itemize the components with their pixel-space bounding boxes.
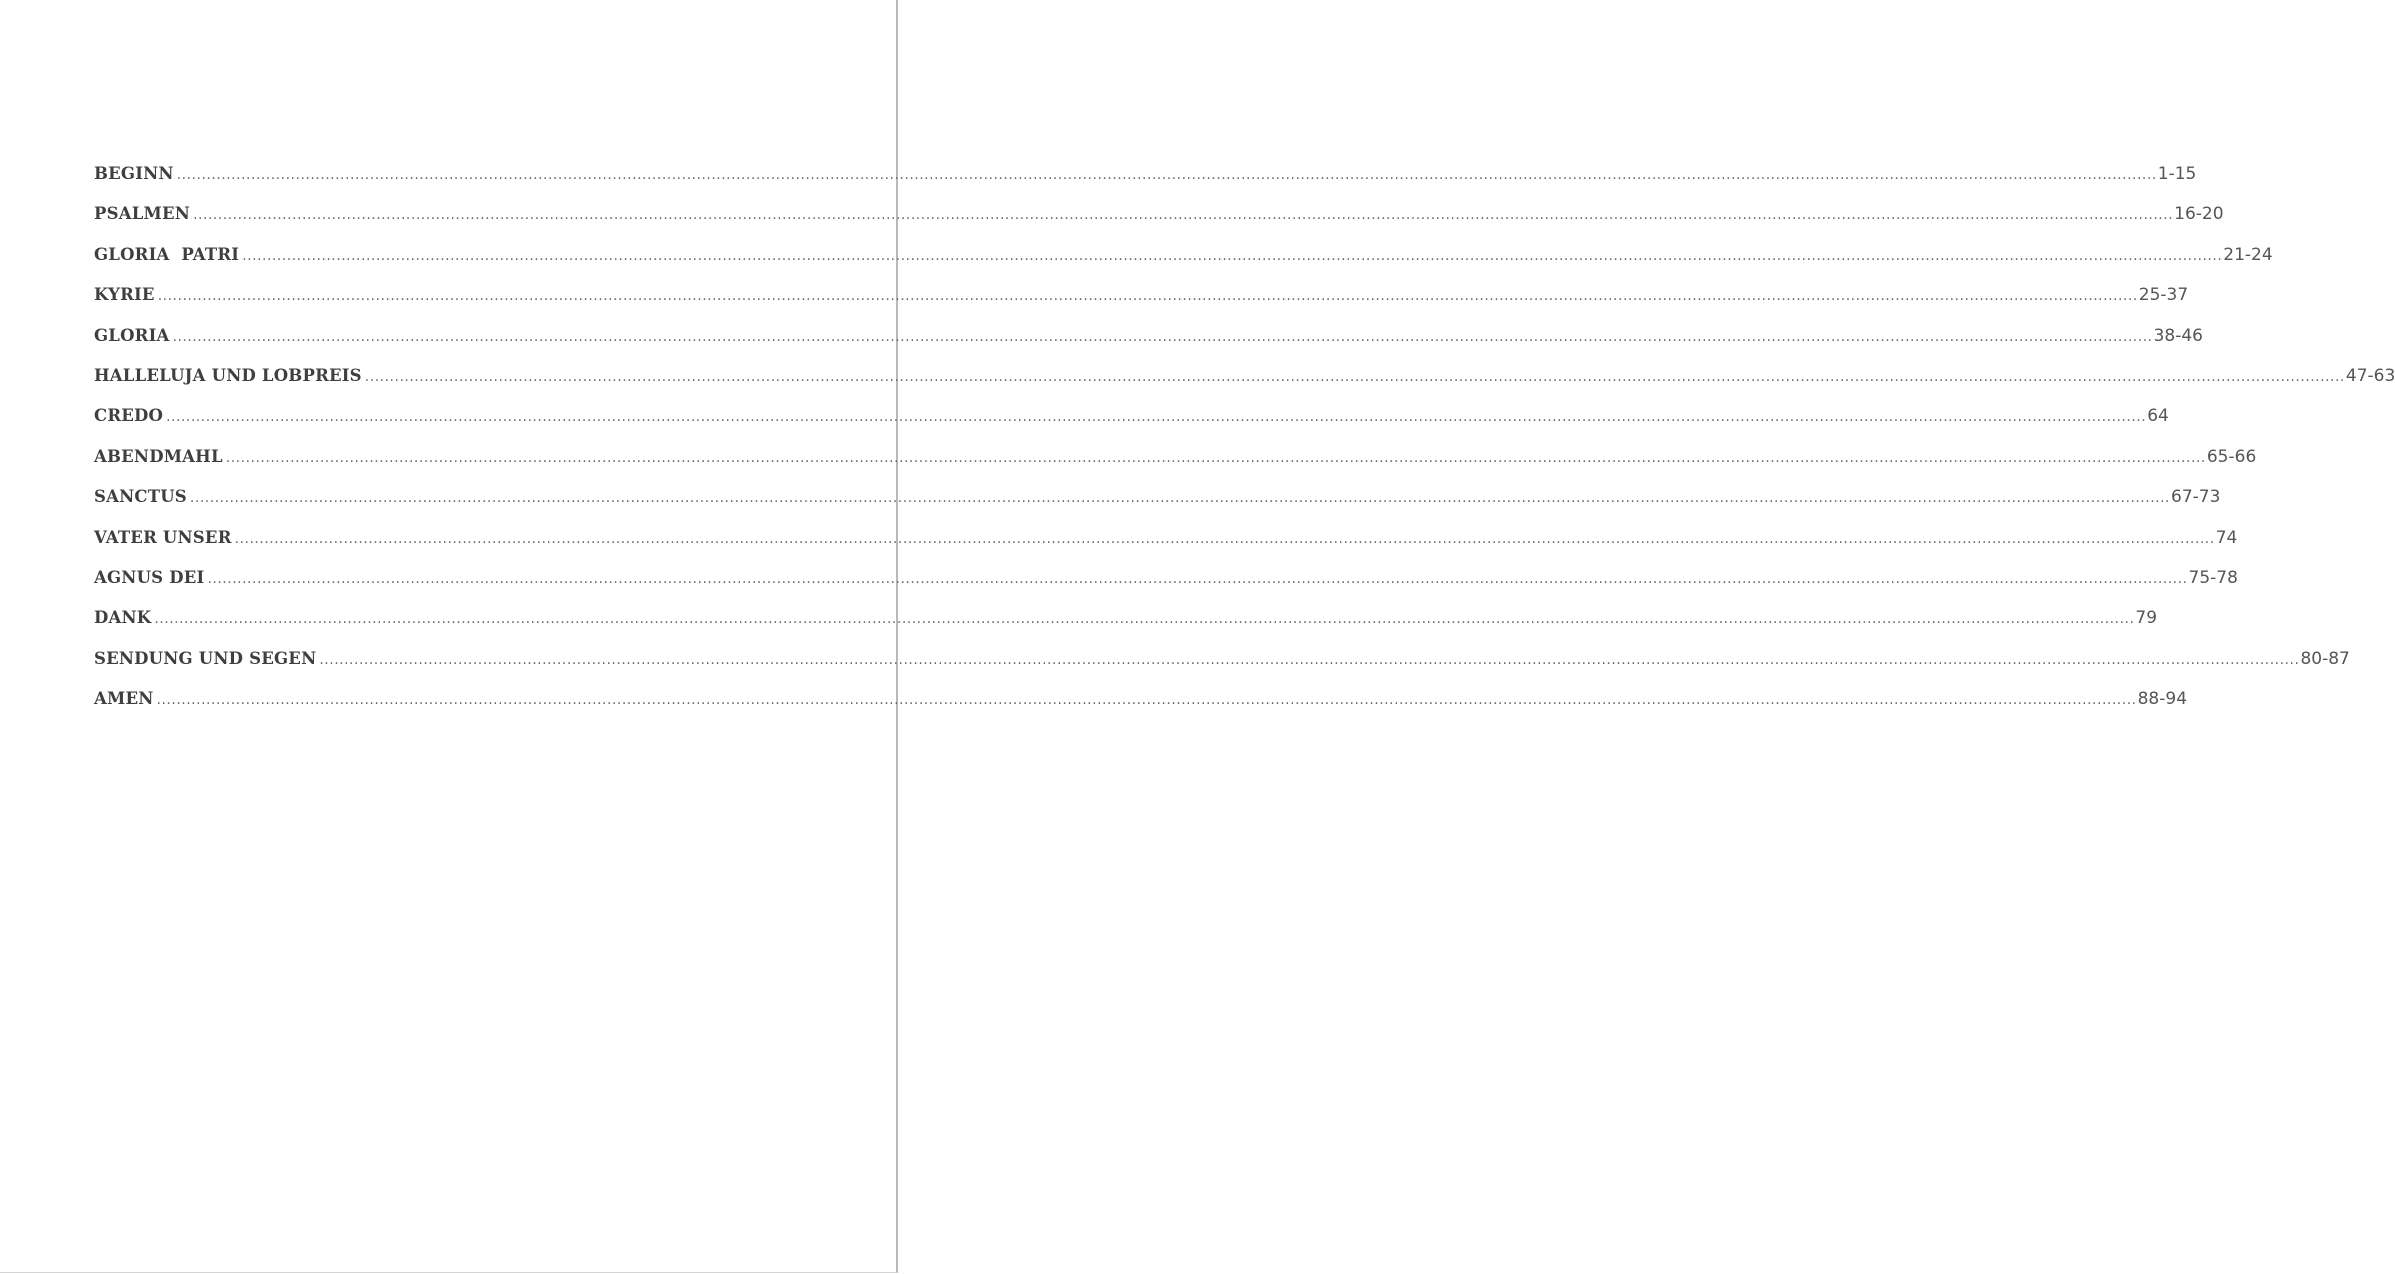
toc-entry-page-range: 65-66 — [2206, 446, 2257, 467]
toc-entry-label: SENDUNG UND SEGEN — [94, 648, 317, 668]
toc-entry-page-range: 25-37 — [2138, 285, 2189, 306]
toc-entry-sanctus — [94, 487, 2221, 527]
dot-leader: ................................................................................................................................................................................................................................................................................................................................................................................................................ — [176, 167, 2157, 183]
toc-entry-gloria-patri — [94, 244, 2273, 285]
toc-entry-label: ABENDMAHL — [94, 446, 223, 466]
toc-entry-vater-unser — [94, 527, 2238, 568]
toc-entry-page-range: 79 — [2135, 608, 2158, 629]
toc-entry-page-range: 1-15 — [2157, 164, 2197, 184]
toc-entry-page-range: 74 — [2215, 527, 2238, 548]
dot-leader: ................................................................................................................................................................................................................................................................................................................................................................................................................ — [364, 368, 2345, 385]
dot-leader: ................................................................................................................................................................................................................................................................................................................................................................................................................ — [242, 247, 2223, 264]
toc-entry-credo — [94, 406, 2169, 446]
dot-leader: ................................................................................................................................................................................................................................................................................................................................................................................................................ — [319, 651, 2300, 668]
toc-entry-page-range: 75-78 — [2188, 567, 2238, 588]
dot-leader: ................................................................................................................................................................................................................................................................................................................................................................................................................ — [207, 570, 2188, 587]
toc-entry-label: CREDO — [94, 406, 164, 426]
dot-leader: ................................................................................................................................................................................................................................................................................................................................................................................................................ — [154, 611, 2135, 628]
toc-entry-psalmen — [94, 204, 2224, 244]
dot-leader: ................................................................................................................................................................................................................................................................................................................................................................................................................ — [157, 288, 2138, 305]
toc-entry-label: BEGINN — [94, 164, 174, 183]
toc-entry-label: VATER UNSER — [94, 527, 232, 547]
toc-entry-page-range: 16-20 — [2174, 204, 2224, 225]
toc-entry-label: GLORIA — [94, 325, 170, 345]
toc-entry-page-range: 38-46 — [2153, 325, 2203, 346]
toc-entry-amen — [94, 689, 2188, 729]
toc-entry-page-range: 67-73 — [2171, 487, 2221, 508]
toc-entry-sendung-und-segen — [94, 648, 2350, 689]
toc-entry-label: SANCTUS — [94, 487, 187, 507]
dot-leader: ................................................................................................................................................................................................................................................................................................................................................................................................................ — [234, 530, 2215, 547]
dot-leader: ................................................................................................................................................................................................................................................................................................................................................................................................................ — [166, 409, 2147, 426]
toc-entry-label: AGNUS DEI — [94, 567, 205, 587]
table-of-contents — [94, 164, 2395, 729]
dot-leader: ................................................................................................................................................................................................................................................................................................................................................................................................................ — [193, 207, 2174, 224]
toc-entry-label: PSALMEN — [94, 204, 191, 224]
toc-entry-kyrie — [94, 285, 2189, 325]
toc-entry-beginn — [94, 164, 2197, 204]
toc-entry-page-range: 88-94 — [2137, 689, 2188, 710]
toc-entry-label: AMEN — [94, 689, 154, 709]
dot-leader: ................................................................................................................................................................................................................................................................................................................................................................................................................ — [156, 692, 2137, 709]
toc-entry-page-range: 47-63 — [2345, 365, 2395, 386]
dot-leader: ................................................................................................................................................................................................................................................................................................................................................................................................................ — [225, 449, 2206, 466]
toc-entry-abendmahl — [94, 446, 2257, 487]
toc-entry-label: GLORIA PATRI — [94, 244, 240, 264]
toc-entry-page-range: 21-24 — [2223, 244, 2273, 265]
dot-leader: ................................................................................................................................................................................................................................................................................................................................................................................................................ — [189, 490, 2170, 507]
toc-entry-halleluja-und-lobpreis — [94, 365, 2395, 406]
toc-entry-agnus-dei — [94, 567, 2238, 608]
toc-entry-page-range: 80-87 — [2300, 648, 2350, 669]
toc-entry-label: DANK — [94, 608, 152, 628]
toc-entry-label: HALLELUJA UND LOBPREIS — [94, 365, 362, 385]
toc-entry-label: KYRIE — [94, 285, 155, 305]
dot-leader: ................................................................................................................................................................................................................................................................................................................................................................................................................ — [172, 328, 2153, 345]
toc-entry-gloria — [94, 325, 2203, 366]
toc-entry-dank — [94, 608, 2158, 648]
toc-entry-page-range: 64 — [2147, 406, 2169, 427]
